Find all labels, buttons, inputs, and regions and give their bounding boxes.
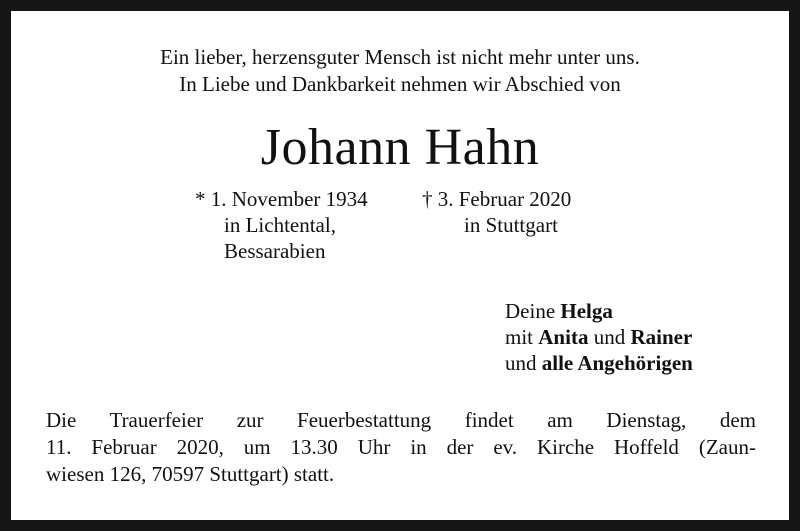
death-symbol: † xyxy=(422,187,433,211)
death-date: 3. Februar 2020 xyxy=(437,187,572,211)
mourners-line-2-and: und xyxy=(593,325,626,349)
mourners-line-1-prefix: Deine xyxy=(505,299,556,323)
birth-date: 1. November 1934 xyxy=(210,187,368,211)
mourners-line-3 xyxy=(505,350,693,376)
deceased-name: Johann Hahn xyxy=(260,119,540,176)
intro-line-2: In Liebe und Dankbarkeit nehmen wir Abschied von xyxy=(179,72,621,96)
mourners-block xyxy=(505,298,693,376)
mourners-line-2 xyxy=(505,324,693,350)
mourner-name-anita: Anita xyxy=(538,325,589,349)
mourner-name-helga: Helga xyxy=(560,299,613,323)
funeral-line-1: Die Trauerfeier zur Feuerbestattung findet am Dienstag, dem xyxy=(46,408,756,432)
intro-line-1: Ein lieber, herzensguter Mensch ist nicht mehr unter uns. xyxy=(160,45,640,69)
death-place-line-1: in Stuttgart xyxy=(464,213,558,237)
mourners-line-2-prefix: mit xyxy=(505,325,534,349)
intro-text xyxy=(0,44,800,98)
mourner-name-relatives: alle Angehörigen xyxy=(541,351,693,375)
birth-place-line-2: Bessarabien xyxy=(224,239,326,263)
birth-symbol: * xyxy=(195,187,206,211)
birth-place-line-1: in Lichtental, xyxy=(224,213,336,237)
birth-info xyxy=(195,186,368,264)
mourner-name-rainer: Rainer xyxy=(630,325,693,349)
funeral-line-2: 11. Februar 2020, um 13.30 Uhr in der ev. Kirche Hoffeld (Zaun- xyxy=(46,435,756,459)
funeral-notice xyxy=(46,407,756,488)
funeral-line-3: wiesen 126, 70597 Stuttgart) statt. xyxy=(46,462,335,486)
mourners-line-1 xyxy=(505,298,693,324)
death-info xyxy=(422,186,571,238)
mourners-line-3-prefix: und xyxy=(505,351,537,375)
